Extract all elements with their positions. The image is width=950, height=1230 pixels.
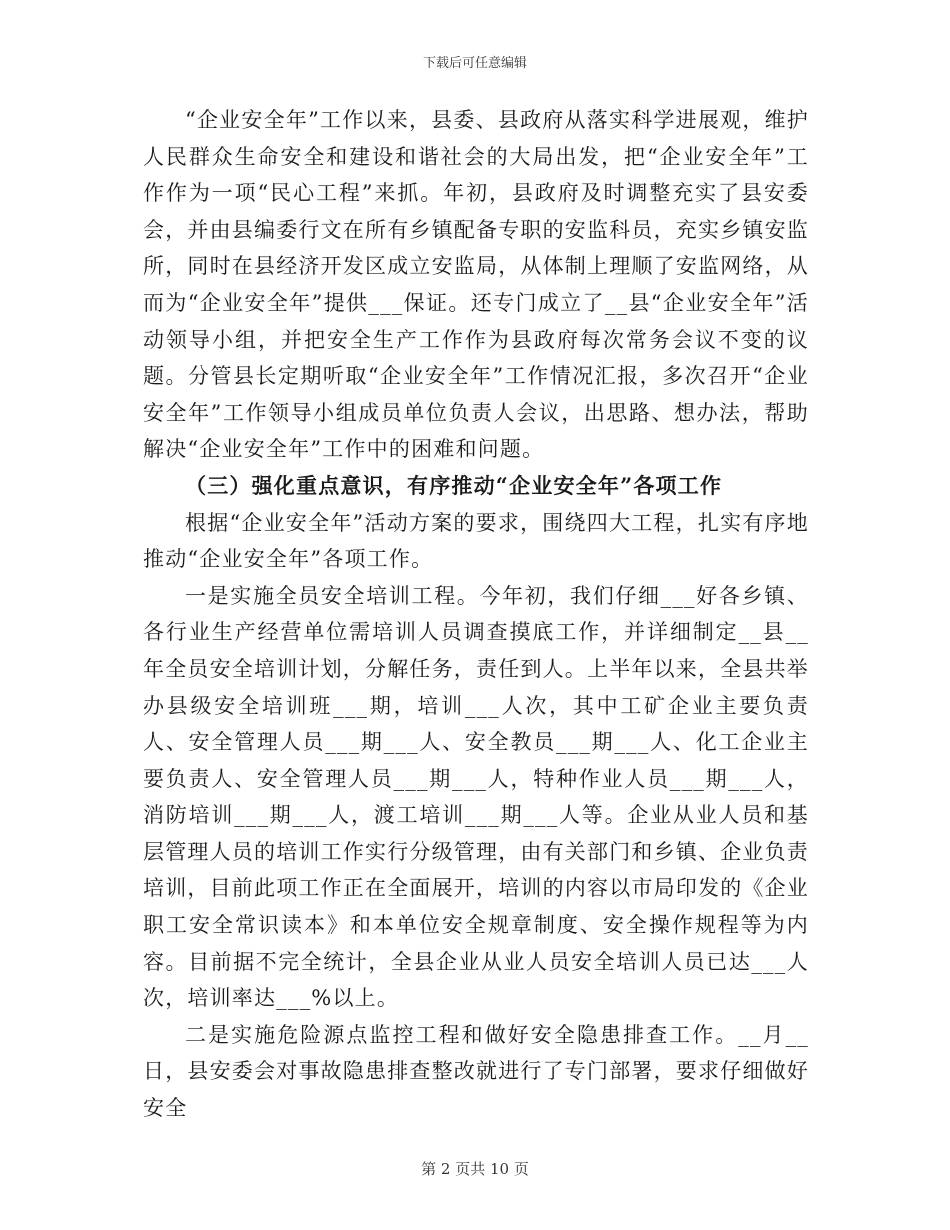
paragraph-leadership: “企业安全年”工作以来，县委、县政府从落实科学进展观，维护人民群众生命安全和建设和谐社会的大局出发，把“企业安全年”工作作为一项“民心工程”来抓。年初，县政府及时调整充实了县安委会，并由县编委行文在所有乡镇配备专职的安监科员，充实乡镇安监所，同时在县经济开发区成立安监局，从体制上理顺了安监网络，从而为“企业安全年”提供___保证。还专门成立了__县“企业安全年”活动领导小组，并把安全生产工作作为县政府每次常务会议不变的议题。分管县长定期听取“企业安全年”工作情况汇报，多次召开“企业安全年”工作领导小组成员单位负责人会议，出思路、想办法，帮助解决“企业安全年”工作中的困难和问题。 — [143, 108, 809, 462]
paragraph-hazard-monitoring: 二是实施危险源点监控工程和做好安全隐患排查工作。__月__日，县安委会对事故隐患排查整改就进行了专门部署，要求仔细做好安全 — [143, 1022, 809, 1121]
section-heading: （三）强化重点意识，有序推动“企业安全年”各项工作 — [185, 472, 723, 498]
page-footer: 第 2 页共 10 页 — [421, 1160, 529, 1178]
page-header: 下载后可任意编辑 — [422, 56, 527, 71]
paragraph-training: 一是实施全员安全培训工程。今年初，我们仔细___好各乡镇、各行业生产经营单位需培训人员调查摸底工作，并详细制定__县__年全员安全培训计划，分解任务，责任到人。上半年以来，全县共举办县级安全培训班___期，培训___人次，其中工矿企业主要负责人、安全管理人员___期___人、安全教员___期___人、化工企业主要负责人、安全管理人员___期___人，特种作业人员___期___人，消防培训___期___人，渡工培训___期___人等。企业从业人员和基层管理人员的培训工作实行分级管理，由有关部门和乡镇、企业负责培训，目前此项工作正在全面展开，培训的内容以市局印发的《企业职工安全常识读本》和本单位安全规章制度、安全操作规程等为内容。目前据不完全统计，全县企业从业人员安全培训人员已达___人次，培训率达___%以上。 — [143, 583, 809, 1011]
document-body — [143, 102, 809, 1127]
paragraph-overview: 根据“企业安全年”活动方案的要求，围绕四大工程，扎实有序地推动“企业安全年”各项工作。 — [143, 510, 809, 572]
